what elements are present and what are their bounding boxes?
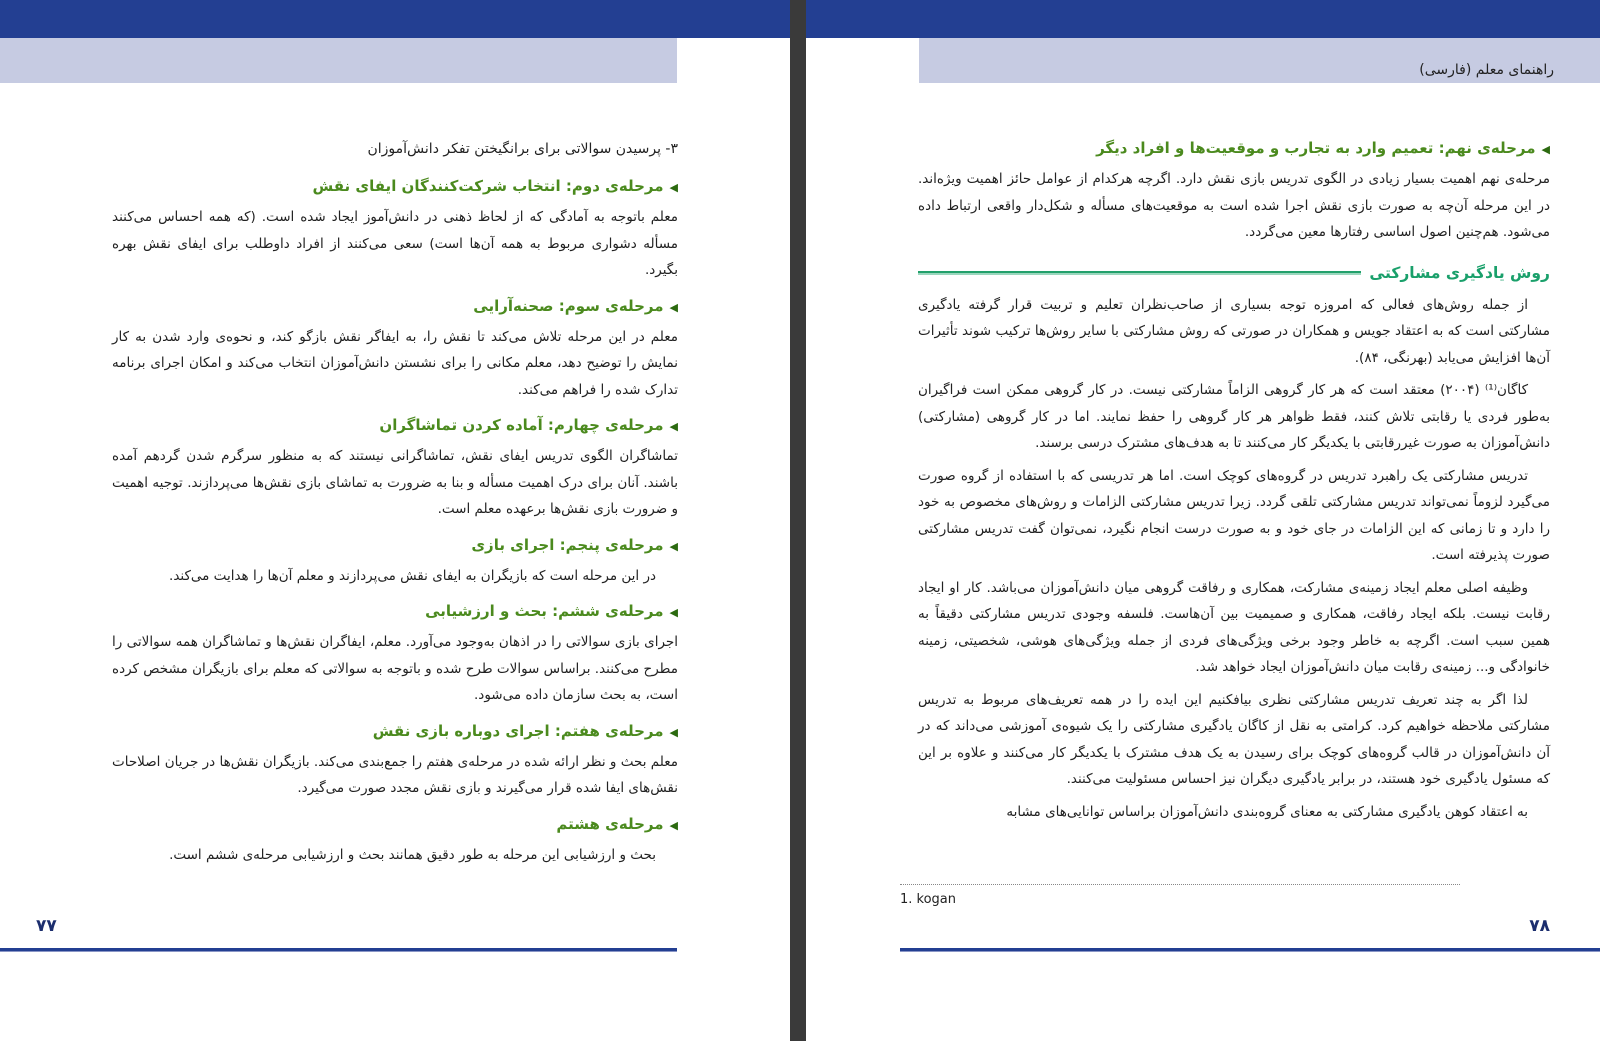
bottom-rule <box>0 948 677 952</box>
page-number: ۷۸ <box>1529 916 1550 936</box>
header-bar <box>0 0 790 38</box>
header-bar <box>806 0 1600 38</box>
section-title: مرحله‌ی چهارم: آماده کردن تماشاگران <box>379 416 664 434</box>
page-number: ۷۷ <box>36 916 57 936</box>
section-body: اجرای بازی سوالاتی را در اذهان به‌وجود می‌آورد. معلم، ایفاگران نقش‌ها و تماشاگران همه سوالاتی را مطرح می‌کنند. براساس سوالات طرح شده و باتوجه به سوالاتی که معلم برای بازیگران مشخص کرده است، به بحث سازمان داده می‌شود. <box>112 634 678 703</box>
paragraph: تدریس مشارکتی یک راهبرد تدریس در گروه‌های کوچک است. اما هر تدریسی که با استفاده از گروه صورت می‌گیرد لزوماً نمی‌تواند تدریس مشارکتی تلقی گردد. زیرا تدریس مشارکتی الزامات و روش‌های مخصوص به خود را دارد و تا زمانی که این الزامات در جای خود و به صورت درست انجام نگیرد، نمی‌توان گفت تدریس مشارکتی صورت پذیرفته است. <box>918 467 1550 563</box>
header-band <box>0 38 677 83</box>
section-title: مرحله‌ی نهم: تعمیم وارد به تجارب و موقعیت‌ها و افراد دیگر <box>1096 139 1536 157</box>
bottom-rule <box>900 948 1600 952</box>
triangle-bullet-icon: ◀ <box>669 300 678 314</box>
section-title: مرحله‌ی پنجم: اجرای بازی <box>471 535 664 554</box>
section-heading <box>918 264 1550 282</box>
triangle-bullet-icon: ◀ <box>669 725 678 739</box>
section-stage-8 <box>112 812 678 869</box>
footnote: 1. kogan <box>900 892 957 907</box>
running-head: راهنمای معلم (فارسی) <box>1419 62 1554 78</box>
section-title: مرحله‌ی دوم: انتخاب شرکت‌کنندگان ایفای نقش <box>312 177 664 195</box>
left-content <box>112 136 678 878</box>
paragraph: کاگان⁽¹⁾ (۲۰۰۴) معتقد است که هر کار گروهی الزاماً مشارکتی نیست. در کار گروهی ممکن است فراگیران به‌طور فردی یا رقابتی تلاش کنند، فقط ظواهر هر کار گروهی را حفظ نمایند. اما در کار گروهی (مشارکتی) دانش‌آموزان به صورت غیررقابتی با یکدیگر کار می‌کنند تا به هدف‌های مشترک درسی برسند. <box>918 382 1550 451</box>
section-body: معلم باتوجه به آمادگی که از لحاظ ذهنی در دانش‌آموز ایجاد شده است. (که همه احساس می‌کنند مسأله دشواری مربوط به همه آن‌ها است) سعی می‌کنند از افراد داوطلب برای ایفای نقش بهره بگیرد. <box>112 209 678 278</box>
right-content <box>918 136 1550 831</box>
paragraph: لذا اگر به چند تعریف تدریس مشارکتی نظری بیافکنیم این ایده را در همه تعریف‌های مربوط به تدریس مشارکتی ملاحظه خواهیم کرد. کرامتی به نقل از کاگان یادگیری مشارکتی را یک شیوه‌ی آموزشی می‌داند که در آن دانش‌آموزان در قالب گروه‌های کوچک برای رسیدن به یک هدف مشترک با یکدیگر کار می‌کنند و علاوه بر این که مسئول یادگیری خود هستند، در برابر یادگیری دیگران نیز احساس مسئولیت می‌کنند. <box>918 691 1550 787</box>
triangle-bullet-icon: ◀ <box>669 606 678 619</box>
paragraph: وظیفه اصلی معلم ایجاد زمینه‌ی مشارکت، همکاری و رفاقت گروهی میان دانش‌آموزان می‌باشد. کار او ایجاد رقابت نیست. بلکه ایجاد رفاقت، همکاری و صمیمیت بین آن‌هاست. فلسفه وجودی تدریس مشارکتی دقیقاً به همین سبب است. اگرچه به خاطر وجود برخی ویژگی‌های فردی از جمله ویژگی‌های هوشی، شخصیتی، زمینه خانوادگی و... زمینه‌ی رقابت میان دانش‌آموزان ایجاد خواهد شد. <box>918 579 1550 675</box>
triangle-bullet-icon: ◀ <box>669 539 678 553</box>
footnote-rule <box>900 884 1460 885</box>
section-title: مرحله‌ی هشتم <box>556 814 664 833</box>
paragraph: به اعتقاد کوهن یادگیری مشارکتی به معنای گروه‌بندی دانش‌آموزان براساس توانایی‌های مشابه <box>1006 803 1528 820</box>
right-page <box>806 0 1600 1041</box>
section-title: مرحله‌ی هفتم: اجرای دوباره بازی نقش <box>372 721 664 740</box>
section-heading-rule <box>918 271 1361 275</box>
triangle-bullet-icon: ◀ <box>1541 143 1550 156</box>
section-body: بحث و ارزشیابی این مرحله به طور دقیق همانند بحث و ارزشیابی مرحله‌ی ششم است. <box>169 846 656 863</box>
triangle-bullet-icon: ◀ <box>669 181 678 194</box>
section-title: مرحله‌ی سوم: صحنه‌آرایی <box>473 296 664 315</box>
triangle-bullet-icon: ◀ <box>669 420 678 433</box>
section-body: معلم بحث و نظر ارائه شده در مرحله‌ی هفتم را جمع‌بندی می‌کند. بازیگران نقش‌ها در جریان اصلاحات نقش‌های ایفا شده قرار می‌گیرند و بازی نقش مجدد صورت می‌گیرد. <box>112 753 678 796</box>
book-gutter <box>790 0 806 1041</box>
section-stage-6 <box>112 599 678 709</box>
paragraph: از جمله روش‌های فعالی که امروزه توجه بسیاری از صاحب‌نظران تعلیم و تربیت قرار گرفته یادگیری مشارکتی است که به اعتقاد جویس و همکاران در صورتی که روش مشارکتی با سایر روش‌ها ترکیب شوند تأثیرات آن‌ها افزایش می‌یابد (بهرنگی، ۸۴). <box>918 296 1550 366</box>
triangle-bullet-icon: ◀ <box>669 818 678 832</box>
section-body: در این مرحله است که بازیگران به ایفای نقش می‌پردازند و معلم آن‌ها را هدایت می‌کند. <box>169 567 656 584</box>
section-stage-4 <box>112 413 678 523</box>
section-body: مرحله‌ی نهم اهمیت بسیار زیادی در الگوی تدریس بازی نقش دارد. اگرچه هرکدام از عوامل حائز اهمیت ویژه‌اند. در این مرحله آن‌چه به صورت بازی نقش اجرا شده است به موقعیت‌های مسأله و شکل‌دار واقعی ارتباط داده می‌شود. هم‌چنین اصول اساسی رفتارها معین می‌گردد. <box>918 171 1550 240</box>
intro-item: ۳- پرسیدن سوالاتی برای برانگیختن تفکر دانش‌آموزان <box>367 141 678 157</box>
section-stage-9 <box>918 136 1550 246</box>
left-page <box>0 0 790 1041</box>
section-stage-2 <box>112 174 678 284</box>
section-stage-3 <box>112 294 678 404</box>
section-body: تماشاگران الگوی تدریس ایفای نقش، تماشاگرانی نیستند که به منظور سرگرم شدن گردهم آمده باشند. آنان برای درک اهمیت مسأله و بنا به ضرورت به تماشای بازی نقش‌ها می‌پردازند. توجیه اهمیت و ضرورت بازی نقش‌ها برعهده معلم است. <box>112 448 678 517</box>
section-stage-5 <box>112 533 678 590</box>
section-stage-7 <box>112 719 678 802</box>
section-title: مرحله‌ی ششم: بحث و ارزشیابی <box>425 602 664 620</box>
section-body: معلم در این مرحله تلاش می‌کند تا نقش را، به ایفاگر نقش بازگو کند، و نحوه‌ی وارد شدن به کار نمایش را توضیح دهد، معلم مکانی را برای نشستن دانش‌آموزان انتخاب می‌کند و امکان اجرای برنامه تدارک شده را فراهم می‌کند. <box>112 328 678 398</box>
section-heading-title: روش یادگیری مشارکتی <box>1369 263 1550 282</box>
